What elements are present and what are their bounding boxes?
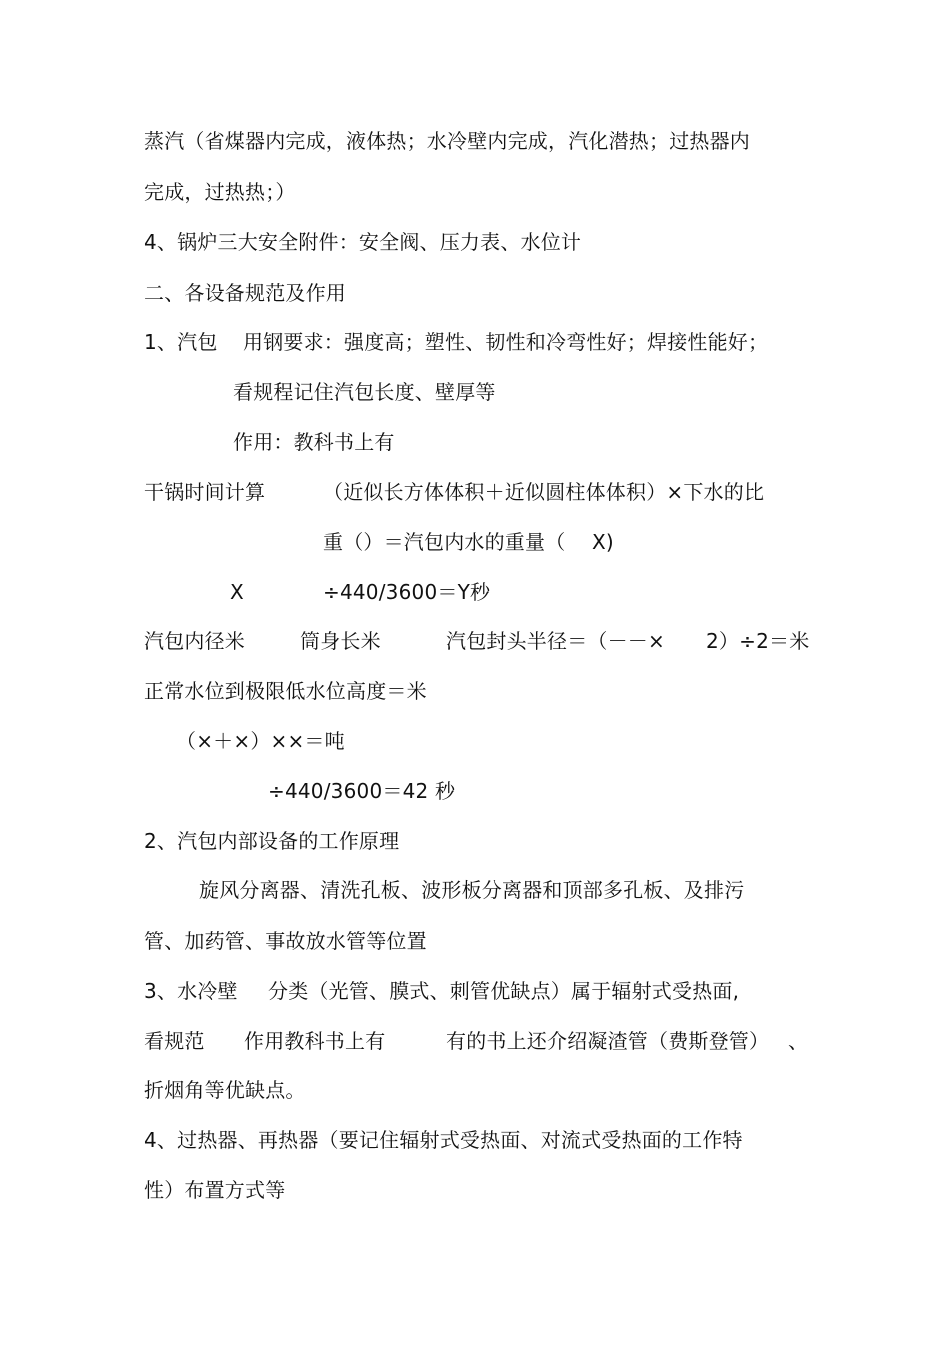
section-heading: 二、各设备规范及作用 <box>144 281 346 305</box>
item-heading: 1、汽包 <box>144 330 218 354</box>
text-fragment: 2）÷2＝米 <box>706 629 810 653</box>
text-line: （近似长方体体积＋近似圆柱体体积）×下水的比 <box>323 480 765 504</box>
text-line: 作用：教科书上有 <box>233 430 395 454</box>
text-fragment: 有的书上还介绍凝渣管（费斯登管） <box>446 1029 770 1053</box>
text-fragment: 作用教科书上有 <box>244 1029 386 1053</box>
item-heading: 4、过热器、再热器（要记住辐射式受热面、对流式受热面的工作特 <box>144 1128 743 1152</box>
text-line: 完成，过热热；） <box>144 180 296 204</box>
text-fragment: 看规范 <box>144 1029 205 1053</box>
text-line: 正常水位到极限低水位高度＝米 <box>144 679 427 703</box>
text-line: 折烟角等优缺点。 <box>144 1078 306 1102</box>
text-line: 用钢要求：强度高；塑性、韧性和冷弯性好；焊接性能好； <box>243 330 769 354</box>
text-line: 干锅时间计算 <box>144 480 266 504</box>
text-line: 分类（光管、膜式、刺管优缺点）属于辐射式受热面, <box>268 979 740 1003</box>
text-fragment: 汽包内径米 <box>144 629 245 653</box>
text-fragment: X) <box>592 530 614 554</box>
text-line: 重（）＝汽包内水的重量（ <box>323 530 566 554</box>
item-heading: 3、水冷壁 <box>144 979 238 1003</box>
text-line: （×＋×）××＝吨 <box>176 729 345 753</box>
text-fragment: X <box>230 580 244 604</box>
text-line: 蒸汽（省煤器内完成，液体热；水冷壁内完成，汽化潜热；过热器内 <box>144 129 750 153</box>
text-line: 性）布置方式等 <box>144 1178 286 1202</box>
text-line: 管、加药管、事故放水管等位置 <box>144 929 427 953</box>
text-line: ÷440/3600＝42 秒 <box>268 779 456 803</box>
text-fragment: 筒身长米 <box>300 629 381 653</box>
text-line: ÷440/3600＝Y秒 <box>323 580 491 604</box>
text-line: 看规程记住汽包长度、壁厚等 <box>233 380 496 404</box>
item-heading: 2、汽包内部设备的工作原理 <box>144 829 400 853</box>
text-line: 旋风分离器、清洗孔板、波形板分离器和顶部多孔板、及排污 <box>199 878 745 902</box>
text-fragment: 汽包封头半径＝（－－× <box>446 629 665 653</box>
text-line: 4、锅炉三大安全附件：安全阀、压力表、水位计 <box>144 230 582 254</box>
text-fragment: 、 <box>788 1029 809 1053</box>
